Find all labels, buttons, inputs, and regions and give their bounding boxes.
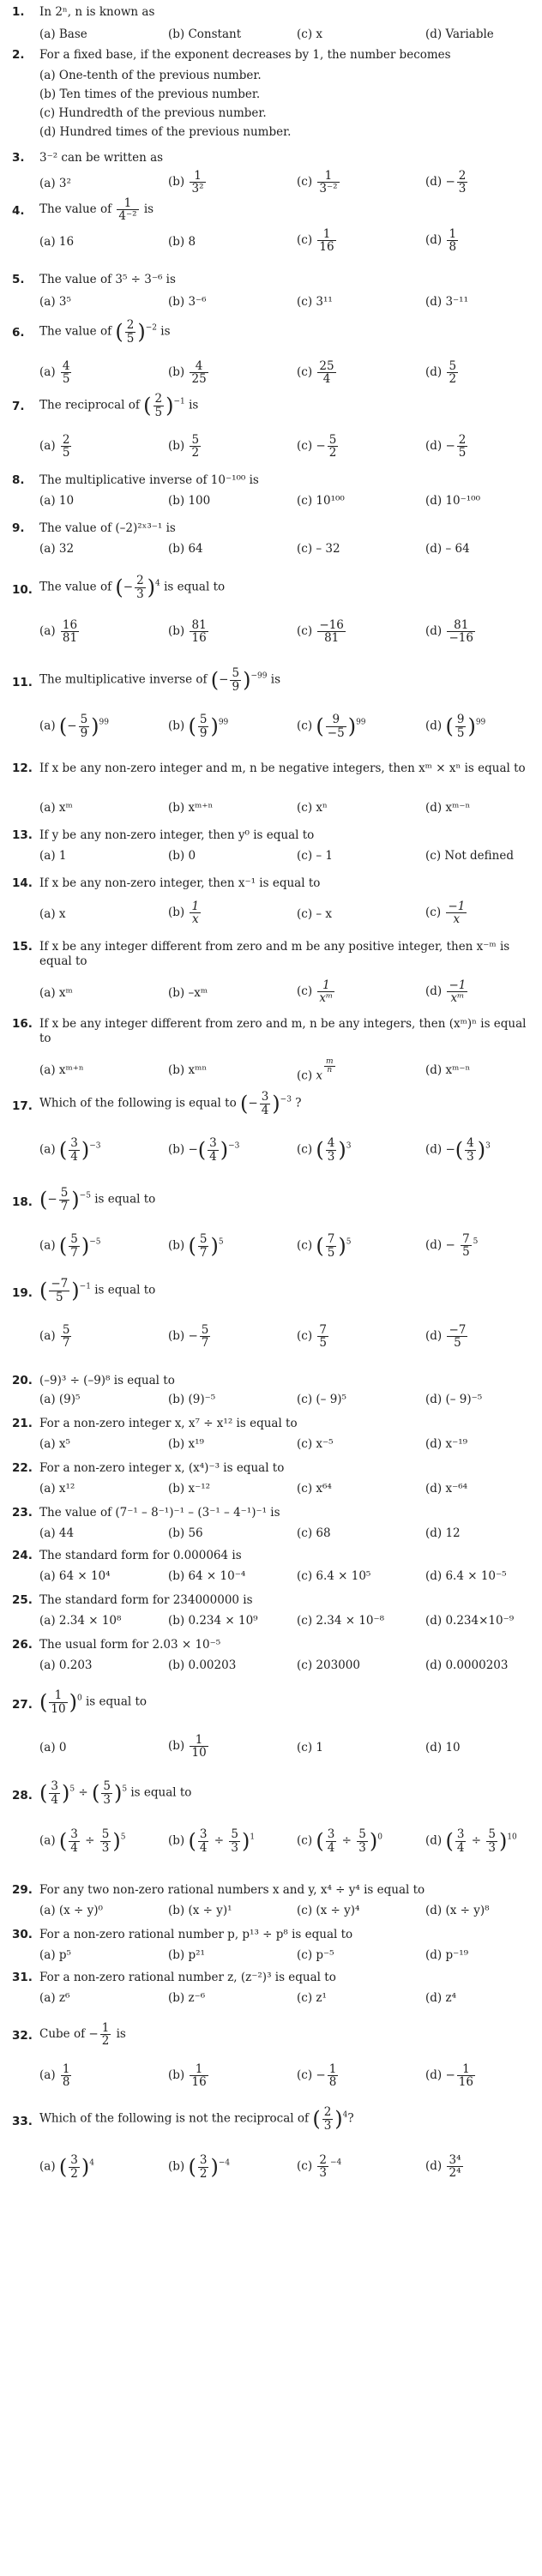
option-c[interactable]: (c) x $^{\frac{m}{n}}$ — [297, 1057, 334, 1083]
option-d[interactable]: (d) $\frac{\text{3⁴}}{\text{2⁴}}$ — [425, 2153, 461, 2181]
option-b[interactable]: (b) (x ÷ y)¹ — [168, 1904, 232, 1917]
question-number: 2. — [12, 48, 25, 62]
question-text: The value of ( $\frac{2}{5}$ )$^{-2}$ is — [39, 318, 171, 346]
question-text: If x be any non-zero integer and m, n be negative integers, then xᵐ × xⁿ is equal to — [39, 761, 526, 775]
option-a[interactable]: (a) ( $\frac{3}{2}$ )$^4$ — [39, 2153, 94, 2181]
question-number: 31. — [12, 1971, 33, 1984]
question-text: ( $\frac{-7}{5}$ )$^{-1}$ is equal to — [39, 1277, 156, 1304]
option-a[interactable]: (a) 64 × 10⁴ — [39, 1569, 111, 1583]
option-d[interactable]: (d) 0.0000203 — [425, 1658, 509, 1672]
option-c[interactable]: (c) (– 9)⁵ — [297, 1393, 346, 1406]
question-number: 28. — [12, 1789, 33, 1803]
option-b[interactable]: (b) xᵐⁿ — [168, 1063, 208, 1077]
question-text: The multiplicative inverse of (− $\frac{5}{9}$ )$^{-99}$ is — [39, 666, 280, 694]
question-number: 15. — [12, 940, 33, 954]
option-c[interactable]: (c) 2.34 × 10⁻⁸ — [297, 1614, 385, 1628]
question-text: The standard form for 234000000 is — [39, 1593, 253, 1607]
option-a[interactable]: (a) (x ÷ y)⁰ — [39, 1904, 103, 1917]
option-a[interactable]: (a) 2.34 × 10⁸ — [39, 1614, 122, 1628]
option-c[interactable]: (c) ( $\frac{9}{-5}$ )$^{99}$ — [297, 713, 366, 740]
option-c[interactable]: (c) Hundredth of the previous number. — [39, 106, 267, 120]
option-b[interactable]: (b) 0 — [168, 849, 196, 863]
option-c[interactable]: (c) 3¹¹ — [297, 295, 333, 309]
question-text: The usual form for 2.03 × 10⁻⁵ — [39, 1638, 221, 1652]
option-b[interactable]: (b) 64 × 10⁻⁴ — [168, 1569, 246, 1583]
question-text: For a non-zero rational number p, p¹³ ÷ p⁸ is equal to — [39, 1928, 353, 1941]
option-b[interactable]: (b) 100 — [168, 494, 211, 508]
question-text: For a non-zero rational number z, (z⁻²)³ is equal to — [39, 1971, 336, 1984]
question-text: (–9)³ ÷ (–9)⁸ is equal to — [39, 1374, 175, 1387]
option-a[interactable]: (a) x¹² — [39, 1482, 75, 1496]
option-c[interactable]: (c) $\frac{-16}{81}$ — [297, 618, 344, 646]
option-b[interactable]: (b) p²¹ — [168, 1948, 205, 1962]
option-b[interactable]: (b) 0.234 × 10⁹ — [168, 1614, 258, 1628]
question-number: 30. — [12, 1928, 33, 1941]
option-b[interactable]: (b) z⁻⁶ — [168, 1991, 206, 2005]
option-b[interactable]: (b) 56 — [168, 1526, 203, 1540]
option-c[interactable]: (c) 6.4 × 10⁵ — [297, 1569, 371, 1583]
option-a[interactable]: (a) ( $\frac{3}{4}$ )$^{-3}$ — [39, 1136, 101, 1164]
option-d[interactable]: (d) $\frac{1}{8}$ — [425, 227, 457, 255]
option-a[interactable]: (a) 3² — [39, 177, 71, 190]
option-b[interactable]: (b) $\frac{1}{16}$ — [168, 2062, 207, 2090]
question-number: 32. — [12, 2029, 33, 2043]
option-c[interactable]: (c) xⁿ — [297, 801, 328, 815]
question-text: If x be any integer different from zero and m, n be any integers, then (xᵐ)ⁿ is equal to — [39, 1017, 527, 1045]
option-c[interactable]: (c) ( $\frac{7}{5}$ )$^5$ — [297, 1232, 352, 1260]
question-text: If y be any non-zero integer, then y⁰ is equal to — [39, 828, 315, 842]
option-b[interactable]: (b) x⁻¹² — [168, 1482, 211, 1496]
option-c[interactable]: (c) 1 — [297, 1741, 323, 1754]
option-d[interactable]: (d) (x ÷ y)⁸ — [425, 1904, 490, 1917]
option-c[interactable]: (c) – x — [297, 907, 333, 921]
question-text: The value of $\frac{1}{\text{4⁻²}}$ is — [39, 196, 154, 224]
option-d[interactable]: (d) $\frac{81}{-16}$ — [425, 618, 473, 646]
question-number: 26. — [12, 1638, 33, 1652]
option-a[interactable]: (a) xᵐ — [39, 801, 73, 815]
question-number: 8. — [12, 473, 25, 487]
option-b[interactable]: (b) (9)⁻⁵ — [168, 1393, 216, 1406]
option-a[interactable]: (a) 0 — [39, 1741, 67, 1754]
option-c[interactable]: (c) $\frac{1}{\text{3⁻²}}$ — [297, 169, 338, 196]
option-c[interactable]: (c) $\frac{25}{4}$ — [297, 359, 334, 387]
question-number: 6. — [12, 326, 25, 340]
question-number: 21. — [12, 1417, 33, 1430]
option-c[interactable]: (c) − $\frac{1}{8}$ — [297, 2062, 337, 2090]
question-number: 10. — [12, 583, 33, 597]
option-b[interactable]: (b) 8 — [168, 235, 196, 249]
option-b[interactable]: (b) ( $\frac{5}{7}$ )$^5$ — [168, 1232, 224, 1260]
question-number: 3. — [12, 151, 25, 165]
question-text: The value of 3⁵ ÷ 3⁻⁶ is — [39, 273, 176, 286]
option-d[interactable]: (d) xᵐ⁻ⁿ — [425, 801, 471, 815]
option-b[interactable]: (b) 0.00203 — [168, 1658, 237, 1672]
question-text: In 2ⁿ, n is known as — [39, 5, 155, 19]
option-a[interactable]: (a) 10 — [39, 494, 75, 508]
question-number: 9. — [12, 521, 25, 535]
option-d[interactable]: (d) − $\frac{2}{3}$ — [425, 169, 467, 196]
question-text: For a non-zero integer x, x⁷ ÷ x¹² is equal to — [39, 1417, 298, 1430]
question-text: The standard form for 0.000064 is — [39, 1549, 242, 1562]
question-number: 12. — [12, 761, 33, 775]
question-number: 18. — [12, 1195, 33, 1209]
option-a[interactable]: (a) $\frac{16}{81}$ — [39, 618, 78, 646]
option-d[interactable]: (d) (– 9)⁻⁵ — [425, 1393, 483, 1406]
option-b[interactable]: (b) $\frac{1}{x}$ — [168, 900, 200, 927]
option-c[interactable]: (c) $\frac{2}{3}$ $^{-4}$ — [297, 2153, 342, 2181]
option-d[interactable]: (d) x⁻⁶⁴ — [425, 1482, 468, 1496]
question-text: The value of (–2)²ˣ³⁻¹ is — [39, 521, 176, 535]
question-text: (− $\frac{5}{7}$ )$^{-5}$ is equal to — [39, 1186, 156, 1213]
question-text: The reciprocal of ( $\frac{2}{5}$ )$^{-1}$ is — [39, 392, 199, 419]
option-b[interactable]: (b) $\frac{5}{2}$ — [168, 433, 200, 460]
option-a[interactable]: (a) 44 — [39, 1526, 75, 1540]
question-number: 11. — [12, 676, 33, 689]
option-a[interactable]: (a) z⁶ — [39, 1991, 70, 2005]
option-c[interactable]: (c) (x ÷ y)⁴ — [297, 1904, 360, 1917]
question-number: 29. — [12, 1883, 33, 1897]
option-a[interactable]: (a) 3⁵ — [39, 295, 71, 309]
question-number: 13. — [12, 828, 33, 842]
option-a[interactable]: (a) p⁵ — [39, 1948, 71, 1962]
option-b[interactable]: (b) x¹⁹ — [168, 1437, 204, 1451]
option-a[interactable]: (a) (− $\frac{5}{9}$ )$^{99}$ — [39, 713, 109, 740]
option-b[interactable]: (b) −( $\frac{3}{4}$ )$^{-3}$ — [168, 1136, 240, 1164]
option-a[interactable]: (a) 16 — [39, 235, 75, 249]
question-number: 25. — [12, 1593, 33, 1607]
question-text: For any two non-zero rational numbers x and y, x⁴ ÷ y⁴ is equal to — [39, 1883, 425, 1897]
option-d[interactable]: (c) $\frac{-1}{x}$ — [425, 900, 466, 927]
option-a[interactable]: (a) xᵐ⁺ⁿ — [39, 1063, 84, 1077]
option-a[interactable]: (a) $\frac{4}{5}$ — [39, 359, 70, 387]
option-c[interactable]: (c) – 1 — [297, 849, 334, 863]
question-number: 20. — [12, 1374, 33, 1387]
option-a[interactable]: (a) x — [39, 907, 66, 921]
option-b[interactable]: (b) Ten times of the previous number. — [39, 87, 261, 101]
question-text: The value of (7⁻¹ – 8⁻¹)⁻¹ – (3⁻¹ – 4⁻¹)⁻¹ is — [39, 1506, 280, 1520]
question-number: 16. — [12, 1017, 33, 1031]
option-d[interactable]: (c) Not defined — [425, 849, 515, 863]
question-text: If x be any integer different from zero and m be any positive integer, then x⁻ᵐ is equal to — [39, 940, 510, 968]
option-d[interactable]: (d) z⁴ — [425, 1991, 456, 2005]
option-c[interactable]: (c) 10¹⁰⁰ — [297, 494, 345, 508]
option-d[interactable]: (d) 3⁻¹¹ — [425, 295, 469, 309]
question-text: The value of (− $\frac{2}{3}$ )$^4$ is equal to — [39, 574, 226, 601]
option-b[interactable]: (b) ( $\frac{5}{9}$ )$^{99}$ — [168, 713, 229, 740]
question-number: 7. — [12, 400, 25, 413]
option-d[interactable]: (d) − $\frac{7}{5}$ $^5$ — [425, 1232, 479, 1260]
question-number: 27. — [12, 1698, 33, 1712]
option-a[interactable]: (a) ( $\frac{3}{4}$ ÷ $\frac{5}{3}$ )$^5$ — [39, 1827, 126, 1855]
option-d[interactable]: (d) 0.234×10⁻⁹ — [425, 1614, 515, 1628]
question-number: 17. — [12, 1099, 33, 1113]
option-a[interactable]: (a) ( $\frac{5}{7}$ )$^{-5}$ — [39, 1232, 101, 1260]
option-c[interactable]: (c) 68 — [297, 1526, 331, 1540]
option-d[interactable]: (d) −( $\frac{4}{3}$ )$^3$ — [425, 1136, 491, 1164]
question-number: 14. — [12, 876, 33, 890]
question-text: ( $\frac{1}{10}$ )$^0$ is equal to — [39, 1688, 148, 1716]
option-c[interactable]: (c) 203000 — [297, 1658, 360, 1672]
question-number: 5. — [12, 273, 25, 286]
question-text: If x be any non-zero integer, then x⁻¹ is equal to — [39, 876, 321, 890]
option-b[interactable]: (b) 64 — [168, 542, 203, 556]
option-a[interactable]: (a) 1 — [39, 849, 67, 863]
option-b[interactable]: (b) $\frac{1}{\text{3²}}$ — [168, 169, 204, 196]
option-a[interactable]: (a) 0.203 — [39, 1658, 93, 1672]
question-text: Which of the following is not the reciprocal of ( $\frac{2}{3}$ )$^4$? — [39, 2105, 354, 2133]
option-d[interactable]: (d) − $\frac{2}{5}$ — [425, 433, 467, 460]
option-a[interactable]: (a) (9)⁵ — [39, 1393, 81, 1406]
option-d[interactable]: (d) p⁻¹⁹ — [425, 1948, 469, 1962]
option-c[interactable]: (c) $\frac{7}{5}$ — [297, 1323, 327, 1351]
option-c[interactable]: (c) x — [297, 27, 322, 41]
question-number: 1. — [12, 5, 25, 19]
option-b[interactable]: (b) xᵐ⁺ⁿ — [168, 801, 214, 815]
option-a[interactable]: (a) Base — [39, 27, 87, 41]
option-a[interactable]: (a) $\frac{2}{5}$ — [39, 433, 70, 460]
option-b[interactable]: (b) ( $\frac{3}{4}$ ÷ $\frac{5}{3}$ )$^1$ — [168, 1827, 256, 1855]
option-b[interactable]: (b) $\frac{4}{25}$ — [168, 359, 207, 387]
option-d[interactable]: (d) x⁻¹⁹ — [425, 1437, 468, 1451]
option-d[interactable]: (d) − $\frac{1}{16}$ — [425, 2062, 473, 2090]
option-d[interactable]: (d) $\frac{5}{2}$ — [425, 359, 457, 387]
question-number: 19. — [12, 1286, 33, 1300]
option-d[interactable]: (d) ( $\frac{3}{4}$ ÷ $\frac{5}{3}$ )$^{10}$ — [425, 1827, 517, 1855]
option-a[interactable]: (a) xᵐ — [39, 986, 73, 1000]
option-d[interactable]: (d) $\frac{-1}{\text{xᵐ}}$ — [425, 978, 467, 1006]
option-a[interactable]: (a) $\frac{1}{8}$ — [39, 2062, 70, 2090]
option-d[interactable]: (d) xᵐ⁻ⁿ — [425, 1063, 471, 1077]
option-d[interactable]: (d) 10 — [425, 1741, 461, 1754]
question-text: Cube of − $\frac{1}{2}$ is — [39, 2021, 126, 2049]
question-number: 4. — [12, 204, 25, 218]
question-text: Which of the following is equal to (− $\frac{3}{4}$ )$^{-3}$ ? — [39, 1090, 302, 1117]
option-b[interactable]: (b) –xᵐ — [168, 986, 208, 1000]
option-c[interactable]: (c) ( $\frac{4}{3}$ )$^3$ — [297, 1136, 352, 1164]
option-c[interactable]: (c) $\frac{1}{\text{xᵐ}}$ — [297, 978, 334, 1006]
question-text: The multiplicative inverse of 10⁻¹⁰⁰ is — [39, 473, 259, 487]
option-d[interactable]: (d) – 64 — [425, 542, 470, 556]
option-d[interactable]: (d) 12 — [425, 1526, 461, 1540]
option-a[interactable]: (a) $\frac{5}{7}$ — [39, 1323, 70, 1351]
option-b[interactable]: (b) ( $\frac{3}{2}$ )$^{-4}$ — [168, 2153, 231, 2181]
question-text: For a non-zero integer x, (x⁴)⁻³ is equal to — [39, 1461, 285, 1475]
option-d[interactable]: (d) Variable — [425, 27, 494, 41]
option-a[interactable]: (a) 32 — [39, 542, 75, 556]
option-b[interactable]: (b) $\frac{81}{16}$ — [168, 618, 207, 646]
option-c[interactable]: (c) – 32 — [297, 542, 340, 556]
option-c[interactable]: (c) − $\frac{5}{2}$ — [297, 433, 337, 460]
question-number: 24. — [12, 1549, 33, 1562]
option-c[interactable]: (c) z¹ — [297, 1991, 327, 2005]
option-c[interactable]: (c) ( $\frac{3}{4}$ ÷ $\frac{5}{3}$ )$^0$ — [297, 1827, 382, 1855]
option-d[interactable]: (d) 6.4 × 10⁻⁵ — [425, 1569, 507, 1583]
option-c[interactable]: (c) x⁶⁴ — [297, 1482, 332, 1496]
option-d[interactable]: (d) $\frac{-7}{5}$ — [425, 1323, 467, 1351]
option-b[interactable]: (b) $\frac{1}{10}$ — [168, 1733, 207, 1760]
option-b[interactable]: (b) Constant — [168, 27, 242, 41]
option-d[interactable]: (d) ( $\frac{9}{5}$ )$^{99}$ — [425, 713, 486, 740]
option-c[interactable]: (c) p⁻⁵ — [297, 1948, 334, 1962]
option-b[interactable]: (b) 3⁻⁶ — [168, 295, 207, 309]
question-text: ( $\frac{3}{4}$ )$^5$ ÷ ( $\frac{5}{3}$ )$^5$ is equal to — [39, 1779, 192, 1807]
option-a[interactable]: (a) x⁵ — [39, 1437, 70, 1451]
option-b[interactable]: (b) − $\frac{5}{7}$ — [168, 1323, 209, 1351]
option-c[interactable]: (c) x⁻⁵ — [297, 1437, 334, 1451]
question-text: For a fixed base, if the exponent decreases by 1, the number becomes — [39, 48, 451, 62]
option-d[interactable]: (d) 10⁻¹⁰⁰ — [425, 494, 481, 508]
option-c[interactable]: (c) $\frac{1}{16}$ — [297, 227, 334, 255]
question-number: 22. — [12, 1461, 33, 1475]
question-text: 3⁻² can be written as — [39, 151, 164, 165]
question-number: 23. — [12, 1506, 33, 1520]
question-number: 33. — [12, 2115, 33, 2128]
option-a[interactable]: (a) One-tenth of the previous number. — [39, 69, 262, 82]
option-d[interactable]: (d) Hundred times of the previous number. — [39, 125, 292, 139]
